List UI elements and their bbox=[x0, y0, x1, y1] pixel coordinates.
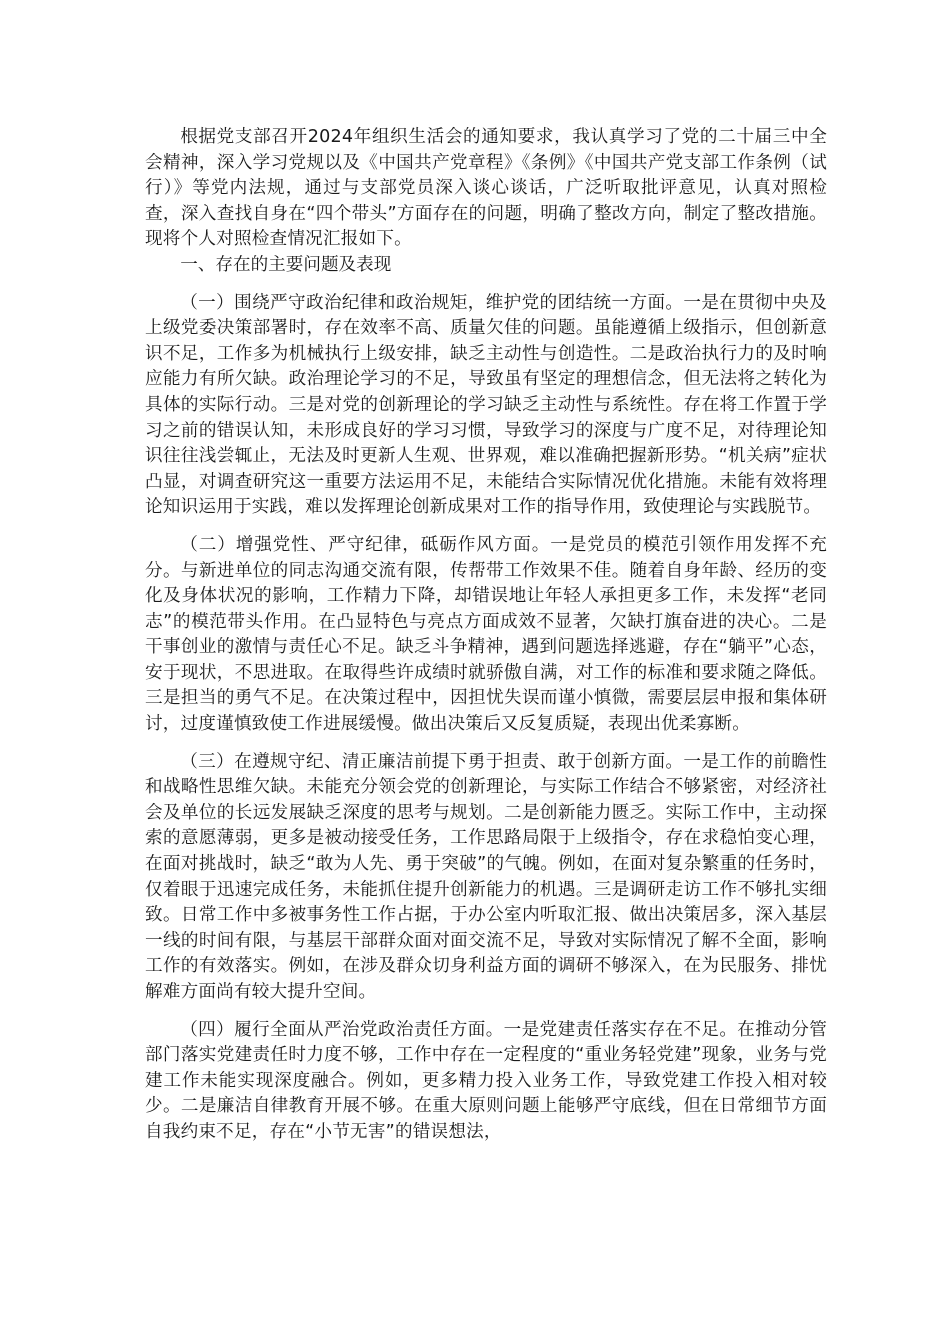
document-page bbox=[145, 125, 827, 1146]
paragraph-item-2: （二）增强党性、严守纪律，砥砺作风方面。一是党员的模范引领作用发挥不充分。与新进单位的同志沟通交流有限，传帮带工作效果不佳。随着自身年龄、经历的变化及身体状况的影响，工作精力下降，却错误地让年轻人承担更多工作，未发挥“老同志”的模范带头作用。在凸显特色与亮点方面成效不显著，欠缺打旗奋进的决心。二是干事创业的激情与责任心不足。缺乏斗争精神，遇到问题选择逃避，存在“躺平”心态，安于现状，不思进取。在取得些许成绩时就骄傲自满，对工作的标准和要求随之降低。三是担当的勇气不足。在决策过程中，因担忧失误而谨小慎微，需要层层申报和集体研讨，过度谨慎致使工作进展缓慢。做出决策后又反复质疑，表现出优柔寡断。 bbox=[145, 534, 827, 735]
intro-paragraph: 根据党支部召开2024年组织生活会的通知要求，我认真学习了党的二十届三中全会精神，深入学习党规以及《中国共产党章程》《条例》《中国共产党支部工作条例（试行）》等党内法规，通过与支部党员深入谈心谈话，广泛听取批评意见，认真对照检查，深入查找自身在“四个带头”方面存在的问题，明确了整改方向，制定了整改措施。现将个人对照检查情况汇报如下。 bbox=[145, 127, 827, 250]
paragraph-item-3: （三）在遵规守纪、清正廉洁前提下勇于担责、敢于创新方面。一是工作的前瞻性和战略性思维欠缺。未能充分领会党的创新理论，与实际工作结合不够紧密，对经济社会及单位的长远发展缺乏深度的思考与规划。二是创新能力匮乏。实际工作中，主动探索的意愿薄弱，更多是被动接受任务，工作思路局限于上级指令，存在求稳怕变心理，在面对挑战时，缺乏“敢为人先、勇于突破”的气魄。例如，在面对复杂繁重的任务时，仅着眼于迅速完成任务，未能抓住提升创新能力的机遇。三是调研走访工作不够扎实细致。日常工作中多被事务性工作占据，于办公室内听取汇报、做出决策居多，深入基层一线的时间有限，与基层干部群众面对面交流不足，导致对实际情况了解不全面，影响工作的有效落实。例如，在涉及群众切身利益方面的调研不够深入，在为民服务、排忧解难方面尚有较大提升空间。 bbox=[145, 751, 827, 1002]
paragraph-item-1: （一）围绕严守政治纪律和政治规矩，维护党的团结统一方面。一是在贯彻中央及上级党委决策部署时，存在效率不高、质量欠佳的问题。虽能遵循上级指示，但创新意识不足，工作多为机械执行上级安排，缺乏主动性与创造性。二是政治执行力的及时响应能力有所欠缺。政治理论学习的不足，导致虽有坚定的理想信念，但无法将之转化为具体的实际行动。三是对党的创新理论的学习缺乏主动性与系统性。存在将工作置于学习之前的错误认知，未形成良好的学习习惯，导致学习的深度与广度不足，对待理论知识往往浅尝辄止，无法及时更新人生观、世界观，难以准确把握新形势。“机关病”症状凸显，对调查研究这一重要方法运用不足，未能结合实际情况优化措施。未能有效将理论知识运用于实践，难以发挥理论创新成果对工作的指导作用，致使理论与实践脱节。 bbox=[145, 292, 827, 518]
paragraph-item-4: （四）履行全面从严治党政治责任方面。一是党建责任落实存在不足。在推动分管部门落实党建责任时力度不够，工作中存在一定程度的“重业务轻党建”现象，业务与党建工作未能实现深度融合。例如，更多精力投入业务工作，导致党建工作投入相对较少。二是廉洁自律教育开展不够。在重大原则问题上能够严守底线，但在日常细节方面自我约束不足，存在“小节无害”的错误想法， bbox=[145, 1019, 827, 1142]
section-heading: 一、存在的主要问题及表现 bbox=[180, 254, 392, 275]
